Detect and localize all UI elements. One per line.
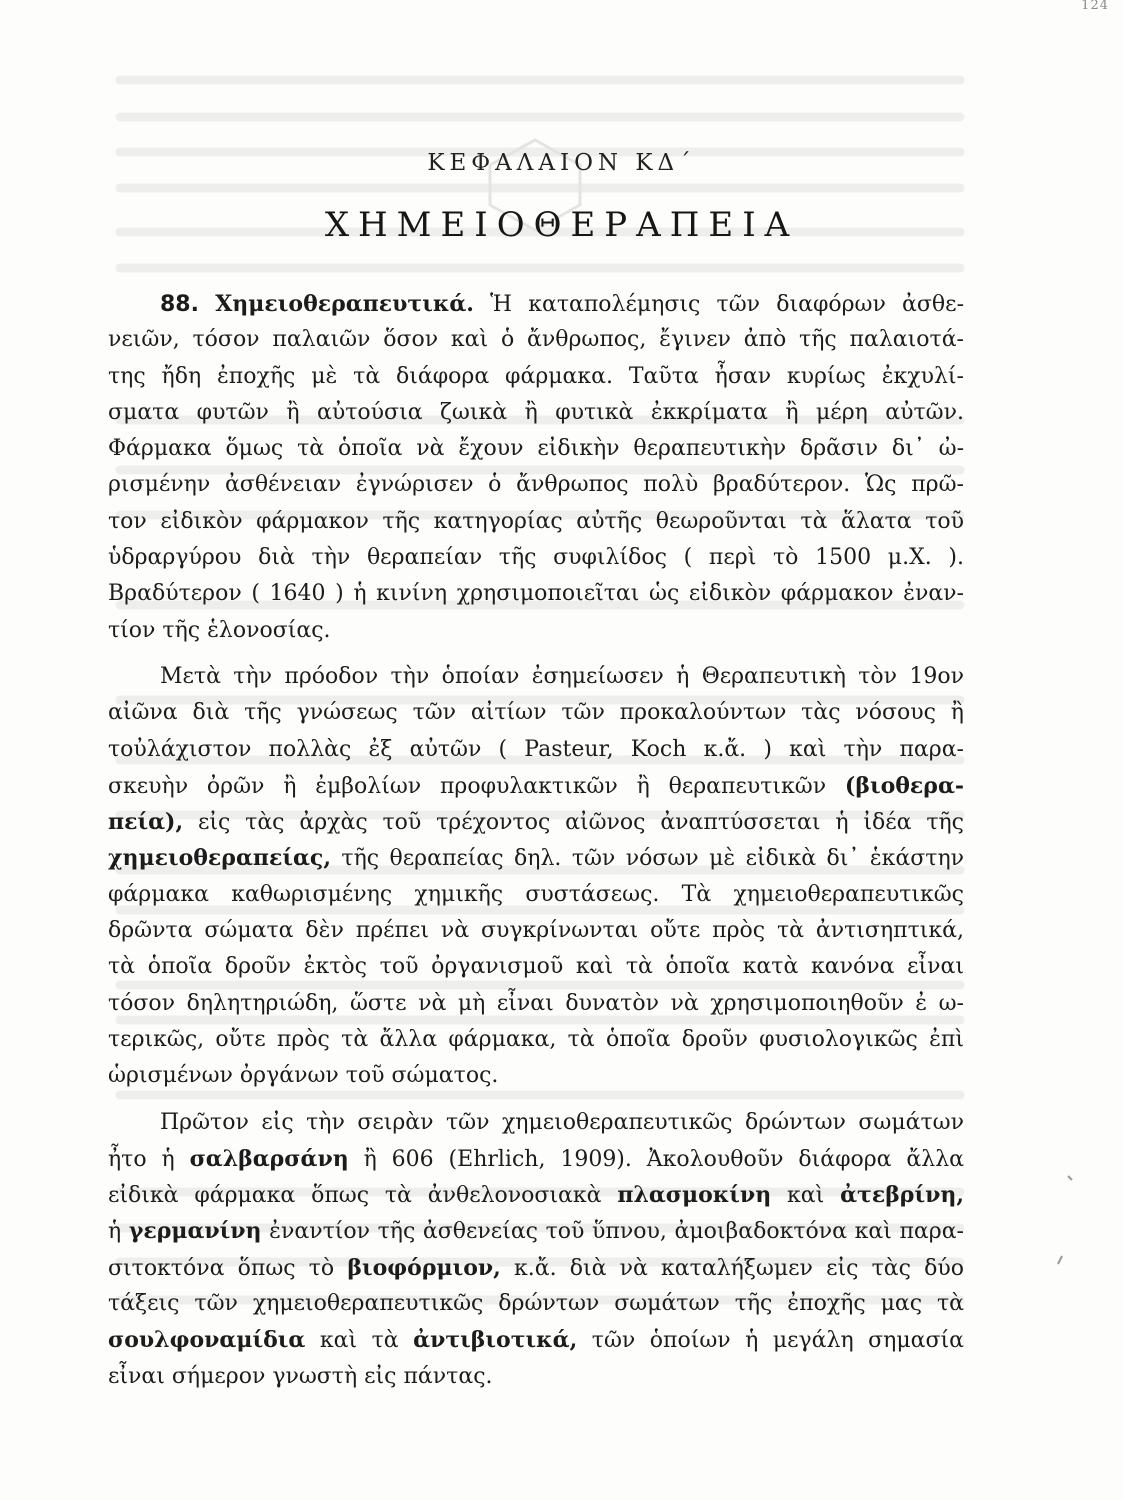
section-heading: Χημειοθεραπευτικά. [215,291,474,317]
paragraph-3-line: εἶναι σήμερον γνωστὴ εἰς πάντας. [108,1363,493,1389]
text-run: σκευὴν ὀρῶν ἢ ἐμβολίων προφυλακτικῶν ἢ θεραπευτικῶν [108,773,827,799]
text-run: τῆς θεραπείας δηλ. τῶν νόσων μὲ εἰδικὰ δι᾽ ἑκάστην [341,846,964,872]
text-run: εἰδικὰ φάρμακα ὅπως τὰ ἀνθελονοσιακὰ [108,1183,602,1209]
paragraph-2-line: Μετὰ τὴν πρόοδον τὴν ὁποίαν ἐσημείωσεν ἡ Θεραπευτικὴ τὸν 19ον [160,663,964,689]
text-run: ἡ [108,1219,122,1245]
paragraph-3-line [108,1177,964,1213]
text-run: καὶ [787,1183,825,1209]
text-run: κ.ἄ. διὰ νὰ καταλήξωμεν εἰς τὰς δύο [514,1255,964,1281]
paragraph-3-line: Πρῶτον εἰς τὴν σειρὰν τῶν χημειοθεραπευτικῶς δρώντων σωμάτων [160,1109,964,1135]
paragraph-2-line: τερικῶς, οὔτε πρὸς τὰ ἄλλα φάρμακα, τὰ ὁποῖα δροῦν φυσιολογικῶς ἐπὶ [108,1026,964,1052]
bold-term: πλασμοκίνη [617,1182,772,1209]
chapter-label: ΚΕΦΑΛΑΙΟΝ ΚΔ΄ [427,150,696,176]
text-run: ἦτο ἡ [108,1146,175,1172]
paragraph-3-line: τάξεις τῶν χημειοθεραπευτικῶς δρώντων σωμάτων τῆς ἐποχῆς μας τὰ [108,1291,964,1317]
paragraph-3-line [108,1141,964,1177]
text-run: καὶ τὰ [319,1328,399,1354]
bold-term: ἀντιβιοτικά, [413,1327,578,1354]
text-run: ἐναντίον τῆς ἀσθενείας τοῦ ὕπνου, ἀμοιβαδοκτόνα καὶ παρα- [269,1219,964,1245]
paragraph-1-line: της ἤδη ἐποχῆς μὲ τὰ διάφορα φάρμακα. Ταῦτα ἦσαν κυρίως ἐκχυλί- [108,363,964,389]
paragraph-1-line: Βραδύτερον ( 1640 ) ἡ κινίνη χρησιμοποιεῖται ὡς εἰδικὸν φάρμακον ἐναν- [108,581,964,607]
paragraph-1-line: τίον τῆς ἑλονοσίας. [108,617,331,643]
paragraph-2-line [108,840,964,876]
paragraph-2-line: τόσον δηλητηριώδη, ὥστε νὰ μὴ εἶναι δυνατὸν νὰ χρησιμοποιηθοῦν ἐ ω- [108,990,964,1016]
paragraph-1-line [108,286,964,322]
paragraph-2-line: ὡρισμένων ὀργάνων τοῦ σώματος. [108,1063,499,1089]
text-run: τῶν ὁποίων ἡ μεγάλη σημασία [591,1328,964,1354]
bold-term: σαλβαρσάνη [189,1145,349,1172]
text-run: Ἡ καταπολέμησις τῶν διαφόρων ἀσθε- [490,292,964,317]
section-number: 88. [160,292,199,317]
paragraph-3-line [108,1322,964,1358]
paragraph-2-line: τὰ ὁποῖα δροῦν ἐκτὸς τοῦ ὀργανισμοῦ καὶ τὰ ὁποῖα κατὰ κανόνα εἶναι [108,954,964,980]
paragraph-2-line: τοὐλάχιστον πολλὰς ἐξ αὐτῶν ( Pasteur, Koch κ.ἄ. ) καὶ τὴν παρα- [108,736,964,762]
bold-term: (βιοθερα- [844,772,964,799]
text-run: ἢ 606 (Ehrlich, 1909). Ἀκολουθοῦν διάφορα ἄλλα [363,1146,964,1172]
paragraph-2-line: δρῶντα σώματα δὲν πρέπει νὰ συγκρίνωνται οὔτε πρὸς τὰ ἀντισηπτικά, [108,918,964,944]
paragraph-1-line: νειῶν, τόσον παλαιῶν ὅσον καὶ ὁ ἄνθρωπος, ἔγινεν ἀπὸ τῆς παλαιοτά- [108,327,964,353]
paragraph-1-line: σματα φυτῶν ἢ αὐτούσια ζωικὰ ἢ φυτικὰ ἐκκρίματα ἢ μέρη αὐτῶν. [108,399,964,425]
text-run: σιτοκτόνα ὅπως τὸ [108,1255,335,1281]
bold-term: σουλφοναμίδια [108,1327,306,1354]
paragraph-2-line [108,804,964,840]
bold-term: ἀτεβρίνη, [840,1182,964,1209]
bold-term: πεία), [108,809,184,836]
chapter-title: ΧΗΜΕΙΟΘΕΡΑΠΕΙΑ [324,205,799,245]
bold-term: γερμανίνη [128,1218,262,1245]
paragraph-2-line: φάρμακα καθωρισμένης χημικῆς συστάσεως. Τὰ χημειοθεραπευτικῶς [108,881,964,907]
paragraph-1-line: Φάρμακα ὅμως τὰ ὁποῖα νὰ ἔχουν εἰδικὴν θεραπευτικὴν δρᾶσιν δι᾽ ὠ- [108,436,964,462]
paragraph-1-line: ὑδραργύρου διὰ τὴν θεραπείαν τῆς συφιλίδος ( περὶ τὸ 1500 μ.Χ. ). [108,545,964,571]
paragraph-1-line: ρισμένην ἀσθένειαν ἐγνώρισεν ὁ ἄνθρωπος πολὺ βραδύτερον. Ὡς πρῶ- [108,472,964,498]
paragraph-1-line: τον εἰδικὸν φάρμακον τῆς κατηγορίας αὐτῆς θεωροῦνται τὰ ἅλατα τοῦ [108,508,964,534]
bold-term: χημειοθεραπείας, [108,845,331,872]
paragraph-2-line [108,768,964,804]
body-text [108,286,964,1395]
text-run: εἰς τὰς ἀρχὰς τοῦ τρέχοντος αἰῶνος ἀναπτύσσεται ἡ ἰδέα τῆς [197,810,964,836]
paragraph-3-line [108,1213,964,1249]
bold-term: βιοφόρμιον, [347,1254,501,1281]
paragraph-2-line: αἰῶνα διὰ τῆς γνώσεως τῶν αἰτίων τῶν προκαλούντων τὰς νόσους ἢ [108,700,964,726]
page-number-corner: 124 [1081,0,1109,13]
paragraph-3-line [108,1250,964,1286]
